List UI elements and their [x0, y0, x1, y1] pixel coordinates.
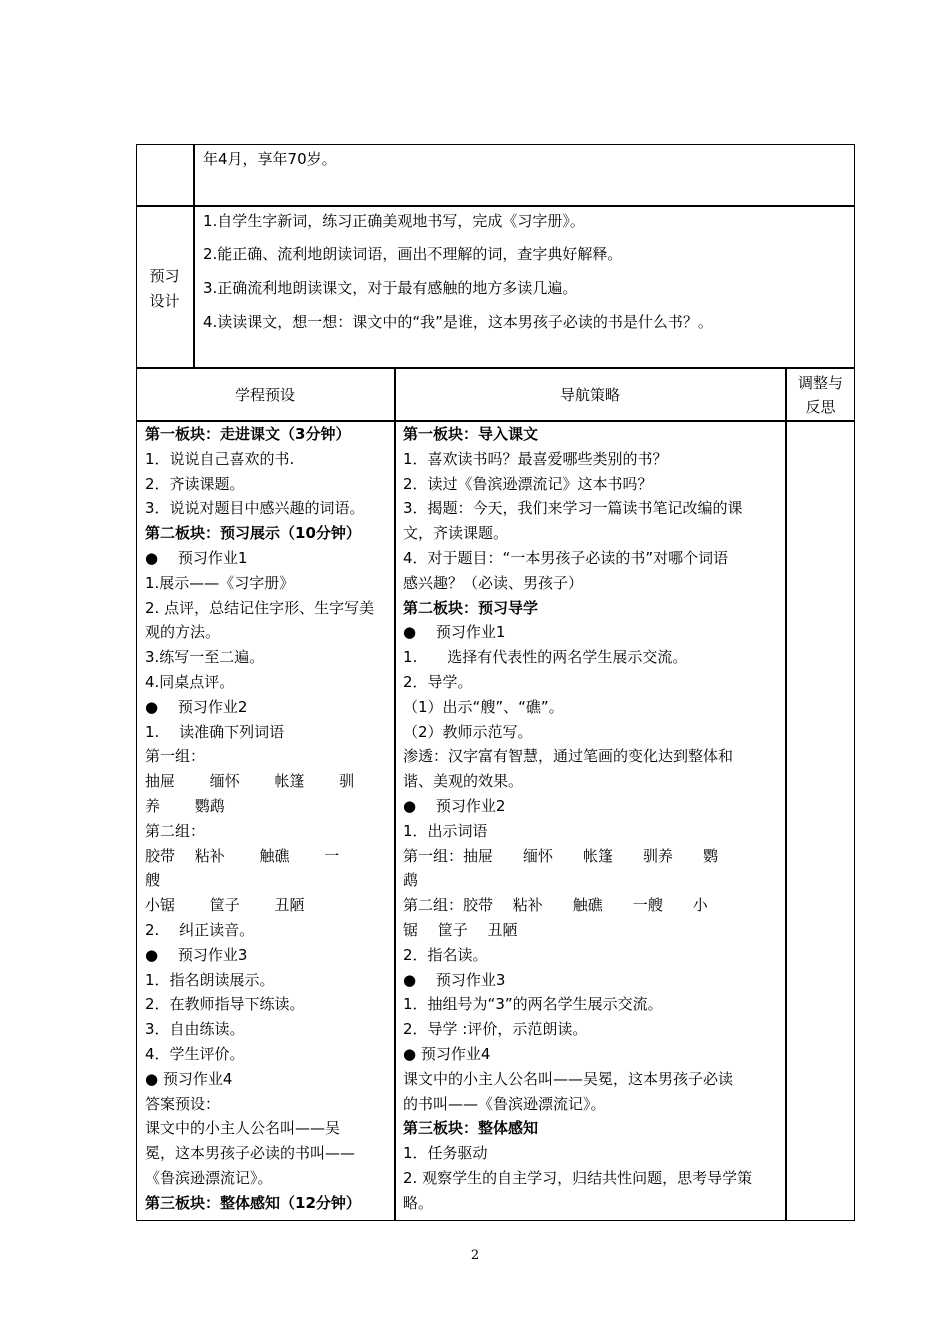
plan-table-col-divider-1 [394, 368, 396, 1221]
navigation-strategy-line: 第二组：胶带 粘补 触礁 一艘 小 [403, 896, 708, 915]
header-adjust-line1: 调整与 [797, 374, 843, 392]
learning-plan-line: 答案预设： [145, 1094, 221, 1113]
navigation-strategy-line: 1．出示词语 [403, 821, 488, 840]
navigation-strategy-line: 第三板块：整体感知 [403, 1119, 539, 1138]
learning-plan-line: 3．说说对题目中感兴趣的词语。 [145, 499, 365, 518]
learning-plan-line: 2. 点评，总结记住字形、生字写美 [145, 598, 375, 617]
learning-plan-line: 冕，这本男孩子必读的书叫—— [145, 1144, 356, 1163]
learning-plan-line: 第二板块：预习展示（10分钟） [145, 524, 361, 543]
learning-plan-line: ● 预习作业2 [145, 697, 248, 716]
learning-plan-line: 3.练写一至二遍。 [145, 648, 265, 667]
navigation-strategy-line: 4．对于题目：“一本男孩子必读的书”对哪个词语 [403, 548, 729, 567]
navigation-strategy-line: 2．读过《鲁滨逊漂流记》这本书吗？ [403, 474, 653, 493]
learning-plan-line: ● 预习作业1 [145, 548, 248, 567]
navigation-strategy-line: 2．导学 :评价，示范朗读。 [403, 1020, 588, 1039]
learning-plan-line: 3．自由练读。 [145, 1020, 245, 1039]
learning-plan-line: 第三板块：整体感知（12分钟） [145, 1193, 361, 1212]
navigation-strategy-line: 略。 [403, 1193, 434, 1212]
preview-item-3: 3.正确流利地朗读课文，对于最有感触的地方多读几遍。 [203, 279, 578, 297]
learning-plan-line: 4.同桌点评。 [145, 672, 235, 691]
learning-plan-line: 1．指名朗读展示。 [145, 970, 275, 989]
top-table-row-divider [136, 205, 855, 207]
navigation-strategy-line: （1）出示“艘”、“礁”。 [403, 697, 564, 716]
learning-plan-line: 观的方法。 [145, 623, 221, 642]
learning-plan-line: 第一组： [145, 747, 206, 766]
navigation-strategy-line: 渗透：汉字富有智慧，通过笔画的变化达到整体和 [403, 747, 734, 766]
navigation-strategy-line: （2）教师示范写。 [403, 722, 533, 741]
navigation-strategy-line: ● 预习作业4 [403, 1044, 491, 1063]
learning-plan-line: 《鲁滨逊漂流记》。 [145, 1168, 273, 1187]
preview-label-line2: 设计 [149, 292, 180, 310]
navigation-strategy-line: 3．揭题：今天，我们来学习一篇读书笔记改编的课 [403, 499, 743, 518]
preview-item-1: 1.自学生字新词，练习正确美观地书写，完成《习字册》。 [203, 212, 585, 230]
navigation-strategy-column [403, 422, 781, 1216]
navigation-strategy-line: ● 预习作业2 [403, 796, 506, 815]
learning-plan-line: 养 鹦鹉 [145, 796, 225, 815]
learning-plan-line: 课文中的小主人公名叫——吴 [145, 1119, 341, 1138]
navigation-strategy-line: 谐、美观的效果。 [403, 772, 524, 791]
navigation-strategy-line: 第一板块：导入课文 [403, 425, 539, 443]
learning-plan-line: 2. 纠正读音。 [145, 920, 255, 939]
navigation-strategy-line: 锯 筐子 丑陋 [403, 920, 518, 939]
header-learning-plan: 学程预设 [234, 386, 295, 404]
top-table-col-divider [193, 144, 195, 368]
navigation-strategy-line: 1．喜欢读书吗？最喜爱哪些类别的书？ [403, 449, 668, 468]
learning-plan-line: 2．在教师指导下练读。 [145, 995, 305, 1014]
learning-plan-line: 1．说说自己喜欢的书. [145, 449, 295, 468]
header-navigation-strategy: 导航策略 [559, 386, 620, 404]
top-row-text: 年4月，享年70岁。 [203, 150, 337, 168]
navigation-strategy-line: 2．指名读。 [403, 945, 488, 964]
navigation-strategy-line: 鹉 [403, 871, 419, 890]
navigation-strategy-line: 2. 观察学生的自主学习，归结共性问题，思考导学策 [403, 1168, 753, 1187]
navigation-strategy-line: 课文中的小主人公名叫——吴冕，这本男孩子必读 [403, 1069, 734, 1088]
navigation-strategy-line: ● 预习作业1 [403, 623, 506, 642]
learning-plan-line: 1.展示——《习字册》 [145, 573, 295, 592]
learning-plan-line: 第二组： [145, 821, 206, 840]
learning-plan-line: ● 预习作业4 [145, 1069, 233, 1088]
learning-plan-line: 抽屉 缅怀 帐篷 驯 [145, 772, 355, 791]
navigation-strategy-line: ● 预习作业3 [403, 970, 506, 989]
plan-table-col-divider-2 [785, 368, 787, 1221]
learning-plan-line: 1. 读准确下列词语 [145, 722, 285, 741]
navigation-strategy-line: 1. 选择有代表性的两名学生展示交流。 [403, 648, 688, 667]
navigation-strategy-line: 第一组：抽屉 缅怀 帐篷 驯养 鹦 [403, 846, 719, 865]
header-adjust-line2: 反思 [805, 398, 836, 416]
learning-plan-line: ● 预习作业3 [145, 945, 248, 964]
navigation-strategy-line: 感兴趣？（必读、男孩子） [403, 573, 584, 592]
navigation-strategy-line: 1．抽组号为“3”的两名学生展示交流。 [403, 995, 663, 1014]
navigation-strategy-line: 文，齐读课题。 [403, 524, 509, 543]
learning-plan-column [145, 422, 390, 1216]
navigation-strategy-line: 第二板块：预习导学 [403, 598, 539, 617]
preview-item-2: 2.能正确、流利地朗读词语，画出不理解的词，查字典好解释。 [203, 245, 623, 263]
learning-plan-line: 艘 [145, 871, 161, 890]
navigation-strategy-line: 的书叫——《鲁滨逊漂流记》。 [403, 1094, 606, 1113]
navigation-strategy-line: 2．导学。 [403, 672, 473, 691]
learning-plan-line: 小锯 筐子 丑陋 [145, 896, 305, 915]
learning-plan-line: 2．齐读课题。 [145, 474, 245, 493]
preview-item-4: 4.读读课文，想一想：课文中的“我”是谁，这本男孩子必读的书是什么书？。 [203, 313, 713, 331]
learning-plan-line: 第一板块：走进课文（3分钟） [145, 425, 351, 443]
learning-plan-line: 4．学生评价。 [145, 1044, 245, 1063]
navigation-strategy-line: 1．任务驱动 [403, 1144, 488, 1163]
preview-label-line1: 预习 [149, 267, 180, 285]
learning-plan-line: 胶带 粘补 触礁 一 [145, 846, 340, 865]
page-number: 2 [470, 1248, 480, 1263]
